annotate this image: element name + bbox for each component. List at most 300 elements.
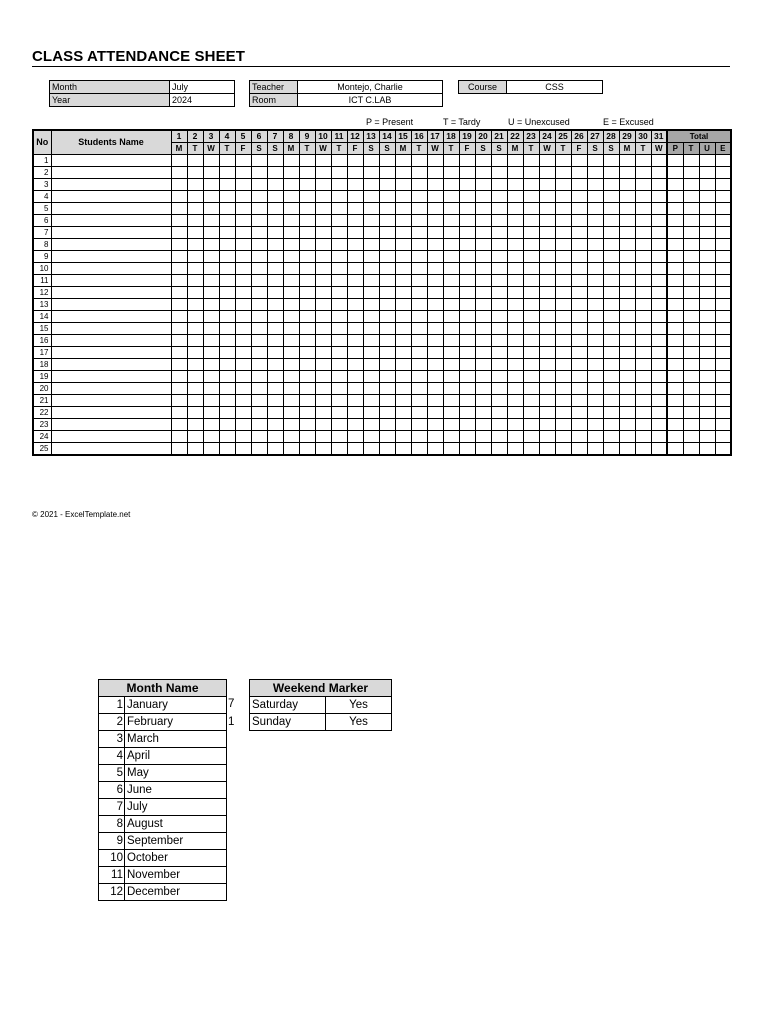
attendance-cell[interactable] bbox=[347, 335, 363, 347]
attendance-cell[interactable] bbox=[267, 215, 283, 227]
attendance-cell[interactable] bbox=[619, 431, 635, 443]
attendance-cell[interactable] bbox=[267, 419, 283, 431]
attendance-cell[interactable] bbox=[187, 407, 203, 419]
attendance-cell[interactable] bbox=[171, 191, 187, 203]
attendance-cell[interactable] bbox=[651, 191, 667, 203]
attendance-cell[interactable] bbox=[651, 179, 667, 191]
attendance-cell[interactable] bbox=[507, 227, 523, 239]
attendance-cell[interactable] bbox=[363, 395, 379, 407]
attendance-cell[interactable] bbox=[459, 251, 475, 263]
attendance-cell[interactable] bbox=[523, 407, 539, 419]
attendance-cell[interactable] bbox=[299, 239, 315, 251]
attendance-cell[interactable] bbox=[539, 287, 555, 299]
attendance-cell[interactable] bbox=[491, 311, 507, 323]
attendance-cell[interactable] bbox=[171, 203, 187, 215]
attendance-cell[interactable] bbox=[219, 431, 235, 443]
attendance-cell[interactable] bbox=[411, 251, 427, 263]
attendance-cell[interactable] bbox=[283, 431, 299, 443]
attendance-cell[interactable] bbox=[475, 167, 491, 179]
attendance-cell[interactable] bbox=[251, 359, 267, 371]
attendance-cell[interactable] bbox=[251, 167, 267, 179]
attendance-cell[interactable] bbox=[411, 299, 427, 311]
attendance-cell[interactable] bbox=[507, 371, 523, 383]
attendance-cell[interactable] bbox=[475, 215, 491, 227]
student-name-cell[interactable] bbox=[51, 419, 171, 431]
attendance-cell[interactable] bbox=[427, 395, 443, 407]
attendance-cell[interactable] bbox=[187, 431, 203, 443]
attendance-cell[interactable] bbox=[267, 155, 283, 167]
attendance-cell[interactable] bbox=[347, 431, 363, 443]
attendance-cell[interactable] bbox=[363, 299, 379, 311]
teacher-field[interactable]: Montejo, Charlie bbox=[297, 80, 443, 94]
attendance-cell[interactable] bbox=[331, 251, 347, 263]
attendance-cell[interactable] bbox=[523, 251, 539, 263]
attendance-cell[interactable] bbox=[555, 203, 571, 215]
attendance-cell[interactable] bbox=[219, 395, 235, 407]
attendance-cell[interactable] bbox=[363, 443, 379, 456]
attendance-cell[interactable] bbox=[635, 239, 651, 251]
attendance-cell[interactable] bbox=[443, 407, 459, 419]
attendance-cell[interactable] bbox=[475, 323, 491, 335]
attendance-cell[interactable] bbox=[603, 443, 619, 456]
attendance-cell[interactable] bbox=[539, 227, 555, 239]
attendance-cell[interactable] bbox=[171, 263, 187, 275]
attendance-cell[interactable] bbox=[203, 263, 219, 275]
attendance-cell[interactable] bbox=[619, 239, 635, 251]
attendance-cell[interactable] bbox=[203, 191, 219, 203]
attendance-cell[interactable] bbox=[395, 359, 411, 371]
attendance-cell[interactable] bbox=[475, 407, 491, 419]
attendance-cell[interactable] bbox=[651, 203, 667, 215]
attendance-cell[interactable] bbox=[539, 347, 555, 359]
attendance-cell[interactable] bbox=[283, 323, 299, 335]
attendance-cell[interactable] bbox=[651, 263, 667, 275]
attendance-cell[interactable] bbox=[411, 227, 427, 239]
attendance-cell[interactable] bbox=[187, 227, 203, 239]
attendance-cell[interactable] bbox=[171, 347, 187, 359]
attendance-cell[interactable] bbox=[603, 299, 619, 311]
attendance-cell[interactable] bbox=[251, 155, 267, 167]
attendance-cell[interactable] bbox=[331, 155, 347, 167]
attendance-cell[interactable] bbox=[331, 215, 347, 227]
attendance-cell[interactable] bbox=[331, 359, 347, 371]
attendance-cell[interactable] bbox=[171, 287, 187, 299]
attendance-cell[interactable] bbox=[283, 275, 299, 287]
attendance-cell[interactable] bbox=[539, 179, 555, 191]
attendance-cell[interactable] bbox=[331, 395, 347, 407]
attendance-cell[interactable] bbox=[171, 299, 187, 311]
attendance-cell[interactable] bbox=[587, 275, 603, 287]
attendance-cell[interactable] bbox=[571, 383, 587, 395]
attendance-cell[interactable] bbox=[635, 395, 651, 407]
attendance-cell[interactable] bbox=[235, 179, 251, 191]
attendance-cell[interactable] bbox=[651, 371, 667, 383]
attendance-cell[interactable] bbox=[571, 263, 587, 275]
attendance-cell[interactable] bbox=[539, 275, 555, 287]
attendance-cell[interactable] bbox=[651, 155, 667, 167]
attendance-cell[interactable] bbox=[443, 299, 459, 311]
attendance-cell[interactable] bbox=[603, 215, 619, 227]
attendance-cell[interactable] bbox=[571, 359, 587, 371]
attendance-cell[interactable] bbox=[555, 227, 571, 239]
attendance-cell[interactable] bbox=[187, 311, 203, 323]
attendance-cell[interactable] bbox=[315, 227, 331, 239]
attendance-cell[interactable] bbox=[171, 323, 187, 335]
attendance-cell[interactable] bbox=[283, 347, 299, 359]
attendance-cell[interactable] bbox=[523, 359, 539, 371]
attendance-cell[interactable] bbox=[635, 299, 651, 311]
attendance-cell[interactable] bbox=[635, 323, 651, 335]
attendance-cell[interactable] bbox=[587, 203, 603, 215]
attendance-cell[interactable] bbox=[379, 431, 395, 443]
attendance-cell[interactable] bbox=[651, 215, 667, 227]
attendance-cell[interactable] bbox=[475, 179, 491, 191]
attendance-cell[interactable] bbox=[203, 371, 219, 383]
attendance-cell[interactable] bbox=[491, 335, 507, 347]
attendance-cell[interactable] bbox=[411, 275, 427, 287]
attendance-cell[interactable] bbox=[427, 179, 443, 191]
attendance-cell[interactable] bbox=[187, 215, 203, 227]
attendance-cell[interactable] bbox=[571, 251, 587, 263]
attendance-cell[interactable] bbox=[411, 179, 427, 191]
attendance-cell[interactable] bbox=[475, 263, 491, 275]
attendance-cell[interactable] bbox=[571, 287, 587, 299]
attendance-cell[interactable] bbox=[587, 347, 603, 359]
student-name-cell[interactable] bbox=[51, 251, 171, 263]
year-field[interactable]: 2024 bbox=[169, 93, 235, 107]
attendance-cell[interactable] bbox=[235, 203, 251, 215]
attendance-cell[interactable] bbox=[571, 215, 587, 227]
student-name-cell[interactable] bbox=[51, 215, 171, 227]
attendance-cell[interactable] bbox=[459, 347, 475, 359]
attendance-cell[interactable] bbox=[219, 443, 235, 456]
attendance-cell[interactable] bbox=[267, 263, 283, 275]
month-field[interactable]: July bbox=[169, 80, 235, 94]
attendance-cell[interactable] bbox=[235, 167, 251, 179]
attendance-cell[interactable] bbox=[347, 215, 363, 227]
student-name-cell[interactable] bbox=[51, 191, 171, 203]
attendance-cell[interactable] bbox=[539, 431, 555, 443]
attendance-cell[interactable] bbox=[379, 383, 395, 395]
attendance-cell[interactable] bbox=[267, 167, 283, 179]
attendance-cell[interactable] bbox=[315, 419, 331, 431]
student-name-cell[interactable] bbox=[51, 287, 171, 299]
attendance-cell[interactable] bbox=[443, 287, 459, 299]
attendance-cell[interactable] bbox=[171, 227, 187, 239]
attendance-cell[interactable] bbox=[251, 203, 267, 215]
attendance-cell[interactable] bbox=[651, 443, 667, 456]
attendance-cell[interactable] bbox=[187, 191, 203, 203]
attendance-cell[interactable] bbox=[523, 227, 539, 239]
attendance-cell[interactable] bbox=[171, 251, 187, 263]
attendance-cell[interactable] bbox=[523, 239, 539, 251]
attendance-cell[interactable] bbox=[395, 179, 411, 191]
attendance-cell[interactable] bbox=[203, 167, 219, 179]
attendance-cell[interactable] bbox=[235, 275, 251, 287]
attendance-cell[interactable] bbox=[235, 359, 251, 371]
attendance-cell[interactable] bbox=[187, 179, 203, 191]
attendance-cell[interactable] bbox=[619, 419, 635, 431]
attendance-cell[interactable] bbox=[379, 191, 395, 203]
attendance-cell[interactable] bbox=[171, 311, 187, 323]
attendance-cell[interactable] bbox=[251, 179, 267, 191]
attendance-cell[interactable] bbox=[331, 203, 347, 215]
attendance-cell[interactable] bbox=[299, 263, 315, 275]
attendance-cell[interactable] bbox=[491, 407, 507, 419]
attendance-cell[interactable] bbox=[475, 227, 491, 239]
attendance-cell[interactable] bbox=[283, 311, 299, 323]
attendance-cell[interactable] bbox=[651, 407, 667, 419]
attendance-cell[interactable] bbox=[587, 323, 603, 335]
attendance-cell[interactable] bbox=[651, 419, 667, 431]
attendance-cell[interactable] bbox=[571, 347, 587, 359]
attendance-cell[interactable] bbox=[587, 407, 603, 419]
attendance-cell[interactable] bbox=[251, 215, 267, 227]
attendance-cell[interactable] bbox=[427, 347, 443, 359]
attendance-cell[interactable] bbox=[235, 371, 251, 383]
attendance-cell[interactable] bbox=[379, 179, 395, 191]
attendance-cell[interactable] bbox=[475, 251, 491, 263]
attendance-cell[interactable] bbox=[427, 287, 443, 299]
room-field[interactable]: ICT C.LAB bbox=[297, 93, 443, 107]
attendance-cell[interactable] bbox=[443, 203, 459, 215]
attendance-cell[interactable] bbox=[443, 191, 459, 203]
attendance-cell[interactable] bbox=[651, 251, 667, 263]
attendance-cell[interactable] bbox=[219, 251, 235, 263]
student-name-cell[interactable] bbox=[51, 383, 171, 395]
attendance-cell[interactable] bbox=[299, 443, 315, 456]
attendance-cell[interactable] bbox=[603, 227, 619, 239]
attendance-cell[interactable] bbox=[379, 407, 395, 419]
attendance-cell[interactable] bbox=[411, 347, 427, 359]
attendance-cell[interactable] bbox=[587, 371, 603, 383]
attendance-cell[interactable] bbox=[203, 287, 219, 299]
attendance-cell[interactable] bbox=[379, 251, 395, 263]
attendance-cell[interactable] bbox=[651, 227, 667, 239]
attendance-cell[interactable] bbox=[427, 227, 443, 239]
attendance-cell[interactable] bbox=[603, 419, 619, 431]
attendance-cell[interactable] bbox=[443, 431, 459, 443]
attendance-cell[interactable] bbox=[619, 311, 635, 323]
attendance-cell[interactable] bbox=[379, 359, 395, 371]
attendance-cell[interactable] bbox=[299, 311, 315, 323]
student-name-cell[interactable] bbox=[51, 347, 171, 359]
attendance-cell[interactable] bbox=[283, 239, 299, 251]
attendance-cell[interactable] bbox=[203, 311, 219, 323]
attendance-cell[interactable] bbox=[347, 347, 363, 359]
attendance-cell[interactable] bbox=[363, 371, 379, 383]
attendance-cell[interactable] bbox=[187, 239, 203, 251]
attendance-cell[interactable] bbox=[411, 407, 427, 419]
attendance-cell[interactable] bbox=[411, 395, 427, 407]
attendance-cell[interactable] bbox=[171, 215, 187, 227]
attendance-cell[interactable] bbox=[475, 275, 491, 287]
attendance-cell[interactable] bbox=[187, 323, 203, 335]
attendance-cell[interactable] bbox=[619, 263, 635, 275]
attendance-cell[interactable] bbox=[267, 299, 283, 311]
attendance-cell[interactable] bbox=[395, 371, 411, 383]
attendance-cell[interactable] bbox=[347, 443, 363, 456]
student-name-cell[interactable] bbox=[51, 275, 171, 287]
attendance-cell[interactable] bbox=[411, 323, 427, 335]
attendance-cell[interactable] bbox=[507, 155, 523, 167]
attendance-cell[interactable] bbox=[187, 443, 203, 456]
attendance-cell[interactable] bbox=[331, 275, 347, 287]
attendance-cell[interactable] bbox=[267, 335, 283, 347]
attendance-cell[interactable] bbox=[363, 275, 379, 287]
attendance-cell[interactable] bbox=[443, 167, 459, 179]
attendance-cell[interactable] bbox=[171, 383, 187, 395]
attendance-cell[interactable] bbox=[315, 347, 331, 359]
attendance-cell[interactable] bbox=[635, 203, 651, 215]
attendance-cell[interactable] bbox=[251, 227, 267, 239]
attendance-cell[interactable] bbox=[187, 167, 203, 179]
attendance-cell[interactable] bbox=[331, 179, 347, 191]
attendance-cell[interactable] bbox=[523, 299, 539, 311]
attendance-cell[interactable] bbox=[459, 263, 475, 275]
attendance-cell[interactable] bbox=[251, 335, 267, 347]
attendance-cell[interactable] bbox=[251, 323, 267, 335]
attendance-cell[interactable] bbox=[187, 287, 203, 299]
attendance-cell[interactable] bbox=[283, 215, 299, 227]
attendance-cell[interactable] bbox=[267, 179, 283, 191]
attendance-cell[interactable] bbox=[459, 191, 475, 203]
attendance-cell[interactable] bbox=[283, 419, 299, 431]
attendance-cell[interactable] bbox=[411, 239, 427, 251]
attendance-cell[interactable] bbox=[427, 311, 443, 323]
attendance-cell[interactable] bbox=[219, 383, 235, 395]
attendance-cell[interactable] bbox=[395, 167, 411, 179]
attendance-cell[interactable] bbox=[251, 239, 267, 251]
attendance-cell[interactable] bbox=[363, 239, 379, 251]
attendance-cell[interactable] bbox=[523, 383, 539, 395]
attendance-cell[interactable] bbox=[347, 179, 363, 191]
attendance-cell[interactable] bbox=[203, 443, 219, 456]
student-name-cell[interactable] bbox=[51, 239, 171, 251]
attendance-cell[interactable] bbox=[507, 275, 523, 287]
attendance-cell[interactable] bbox=[187, 335, 203, 347]
attendance-cell[interactable] bbox=[459, 167, 475, 179]
attendance-cell[interactable] bbox=[363, 179, 379, 191]
attendance-cell[interactable] bbox=[571, 239, 587, 251]
attendance-cell[interactable] bbox=[299, 431, 315, 443]
attendance-cell[interactable] bbox=[555, 431, 571, 443]
attendance-cell[interactable] bbox=[427, 251, 443, 263]
student-name-cell[interactable] bbox=[51, 335, 171, 347]
attendance-cell[interactable] bbox=[379, 419, 395, 431]
attendance-cell[interactable] bbox=[555, 263, 571, 275]
attendance-cell[interactable] bbox=[427, 431, 443, 443]
student-name-cell[interactable] bbox=[51, 371, 171, 383]
attendance-cell[interactable] bbox=[219, 167, 235, 179]
attendance-cell[interactable] bbox=[267, 347, 283, 359]
attendance-cell[interactable] bbox=[555, 395, 571, 407]
attendance-cell[interactable] bbox=[459, 215, 475, 227]
attendance-cell[interactable] bbox=[347, 251, 363, 263]
attendance-cell[interactable] bbox=[363, 263, 379, 275]
attendance-cell[interactable] bbox=[539, 383, 555, 395]
attendance-cell[interactable] bbox=[619, 347, 635, 359]
attendance-cell[interactable] bbox=[299, 299, 315, 311]
attendance-cell[interactable] bbox=[395, 251, 411, 263]
attendance-cell[interactable] bbox=[539, 239, 555, 251]
attendance-cell[interactable] bbox=[491, 191, 507, 203]
attendance-cell[interactable] bbox=[491, 347, 507, 359]
attendance-cell[interactable] bbox=[331, 323, 347, 335]
attendance-cell[interactable] bbox=[315, 299, 331, 311]
student-name-cell[interactable] bbox=[51, 227, 171, 239]
attendance-cell[interactable] bbox=[331, 347, 347, 359]
attendance-cell[interactable] bbox=[523, 287, 539, 299]
attendance-cell[interactable] bbox=[331, 371, 347, 383]
course-field[interactable]: CSS bbox=[506, 80, 603, 94]
weekend-flag[interactable]: Yes bbox=[326, 697, 392, 714]
attendance-cell[interactable] bbox=[571, 155, 587, 167]
attendance-cell[interactable] bbox=[475, 299, 491, 311]
attendance-cell[interactable] bbox=[251, 383, 267, 395]
attendance-cell[interactable] bbox=[427, 299, 443, 311]
attendance-cell[interactable] bbox=[171, 275, 187, 287]
attendance-cell[interactable] bbox=[411, 203, 427, 215]
attendance-cell[interactable] bbox=[171, 359, 187, 371]
attendance-cell[interactable] bbox=[187, 347, 203, 359]
attendance-cell[interactable] bbox=[507, 359, 523, 371]
attendance-cell[interactable] bbox=[315, 215, 331, 227]
attendance-cell[interactable] bbox=[571, 311, 587, 323]
attendance-cell[interactable] bbox=[619, 203, 635, 215]
attendance-cell[interactable] bbox=[235, 239, 251, 251]
attendance-cell[interactable] bbox=[587, 395, 603, 407]
attendance-cell[interactable] bbox=[363, 227, 379, 239]
attendance-cell[interactable] bbox=[187, 263, 203, 275]
attendance-cell[interactable] bbox=[235, 155, 251, 167]
attendance-cell[interactable] bbox=[315, 287, 331, 299]
attendance-cell[interactable] bbox=[651, 395, 667, 407]
attendance-cell[interactable] bbox=[411, 371, 427, 383]
attendance-cell[interactable] bbox=[427, 239, 443, 251]
attendance-cell[interactable] bbox=[315, 263, 331, 275]
attendance-cell[interactable] bbox=[363, 167, 379, 179]
attendance-cell[interactable] bbox=[635, 335, 651, 347]
attendance-cell[interactable] bbox=[539, 155, 555, 167]
attendance-cell[interactable] bbox=[491, 443, 507, 456]
attendance-cell[interactable] bbox=[603, 335, 619, 347]
attendance-cell[interactable] bbox=[299, 347, 315, 359]
attendance-cell[interactable] bbox=[235, 311, 251, 323]
attendance-cell[interactable] bbox=[427, 383, 443, 395]
attendance-cell[interactable] bbox=[651, 359, 667, 371]
attendance-cell[interactable] bbox=[459, 371, 475, 383]
attendance-cell[interactable] bbox=[347, 191, 363, 203]
attendance-cell[interactable] bbox=[619, 323, 635, 335]
attendance-cell[interactable] bbox=[219, 155, 235, 167]
attendance-cell[interactable] bbox=[219, 263, 235, 275]
attendance-cell[interactable] bbox=[331, 419, 347, 431]
attendance-cell[interactable] bbox=[491, 227, 507, 239]
attendance-cell[interactable] bbox=[171, 167, 187, 179]
attendance-cell[interactable] bbox=[299, 335, 315, 347]
attendance-cell[interactable] bbox=[459, 431, 475, 443]
attendance-cell[interactable] bbox=[395, 431, 411, 443]
attendance-cell[interactable] bbox=[587, 431, 603, 443]
attendance-cell[interactable] bbox=[475, 287, 491, 299]
attendance-cell[interactable] bbox=[539, 263, 555, 275]
attendance-cell[interactable] bbox=[347, 323, 363, 335]
attendance-cell[interactable] bbox=[299, 371, 315, 383]
attendance-cell[interactable] bbox=[267, 203, 283, 215]
attendance-cell[interactable] bbox=[187, 251, 203, 263]
attendance-cell[interactable] bbox=[363, 215, 379, 227]
